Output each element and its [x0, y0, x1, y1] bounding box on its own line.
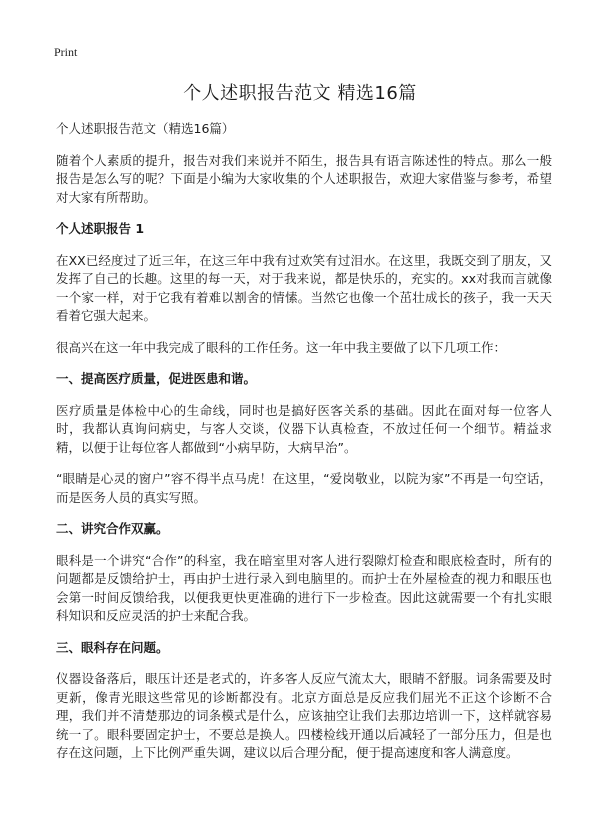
subsection-heading: 一、提高医疗质量，促进医患和谐。 — [56, 371, 257, 386]
section-heading: 个人述职报告 1 — [56, 221, 145, 236]
body-paragraph: 很高兴在这一年中我完成了眼科的工作任务。这一年中我主要做了以下几项工作： — [56, 339, 507, 355]
body-paragraph: 眼科是一个讲究“合作”的科室，我在暗室里对客人进行裂隙灯检查和眼底检查时，所有的问题都是反馈给护士，再由护士进行录入到电脑里的。而护士在外屋检查的视力和眼压也会第一时间反馈给我，以便我更快更准确的进行下一步检查。因此这就需要一个有扎实眼科知识和反应灵活的护士来配合我。 — [56, 552, 552, 623]
document-body — [56, 120, 552, 776]
subsection-heading: 二、讲究合作双赢。 — [56, 521, 169, 536]
body-paragraph: 医疗质量是体检中心的生命线，同时也是搞好医客关系的基础。因此在面对每一位客人时，我都认真询问病史，与客人交谈，仪器下认真检查，不放过任何一个细节。精益求精，以便于让每位客人都做到“小病早防，大病早治”。 — [56, 402, 552, 455]
subsection-heading: 三、眼科存在问题。 — [56, 639, 169, 655]
body-paragraph: 在XX已经度过了近三年，在这三年中我有过欢笑有过泪水。在这里，我既交到了朋友，又发挥了自己的长趣。这里的每一天，对于我来说，都是快乐的，充实的。xx对我而言就像一个家一样，对于它我有着难以割舍的情愫。当然它也像一个茁壮成长的孩子，我一天天看着它强大起来。 — [56, 252, 552, 323]
body-paragraph: “眼睛是心灵的窗户”容不得半点马虎！在这里，“爱岗敬业，以院为家”不再是一句空话，而是医务人员的真实写照。 — [56, 471, 552, 505]
document-subtitle: 个人述职报告范文（精选16篇） — [56, 121, 235, 136]
document-title: 个人述职报告范文 精选16篇 — [183, 83, 417, 104]
print-link[interactable]: Print — [54, 45, 78, 59]
body-paragraph: 仪器设备落后，眼压计还是老式的，许多客人反应气流太大，眼睛不舒服。词条需要及时更新，像青光眼这些常见的诊断都没有。北京方面总是反应我们屈光不正这个诊断不合理，我们并不清楚那边的词条模式是什么，应该抽空让我们去那边培训一下，这样就容易统一了。眼科要固定护士，不要总是换人。四楼检线开通以后减轻了一部分压力，但是也存在这问题，上下比例严重失调，建议以后合理分配，便于提高速度和客人满意度。 — [56, 671, 552, 760]
intro-paragraph: 随着个人素质的提升，报告对我们来说并不陌生，报告具有语言陈述性的特点。那么一般报告是怎么写的呢？下面是小编为大家收集的个人述职报告，欢迎大家借鉴与参考，希望对大家有所帮助。 — [56, 152, 552, 205]
